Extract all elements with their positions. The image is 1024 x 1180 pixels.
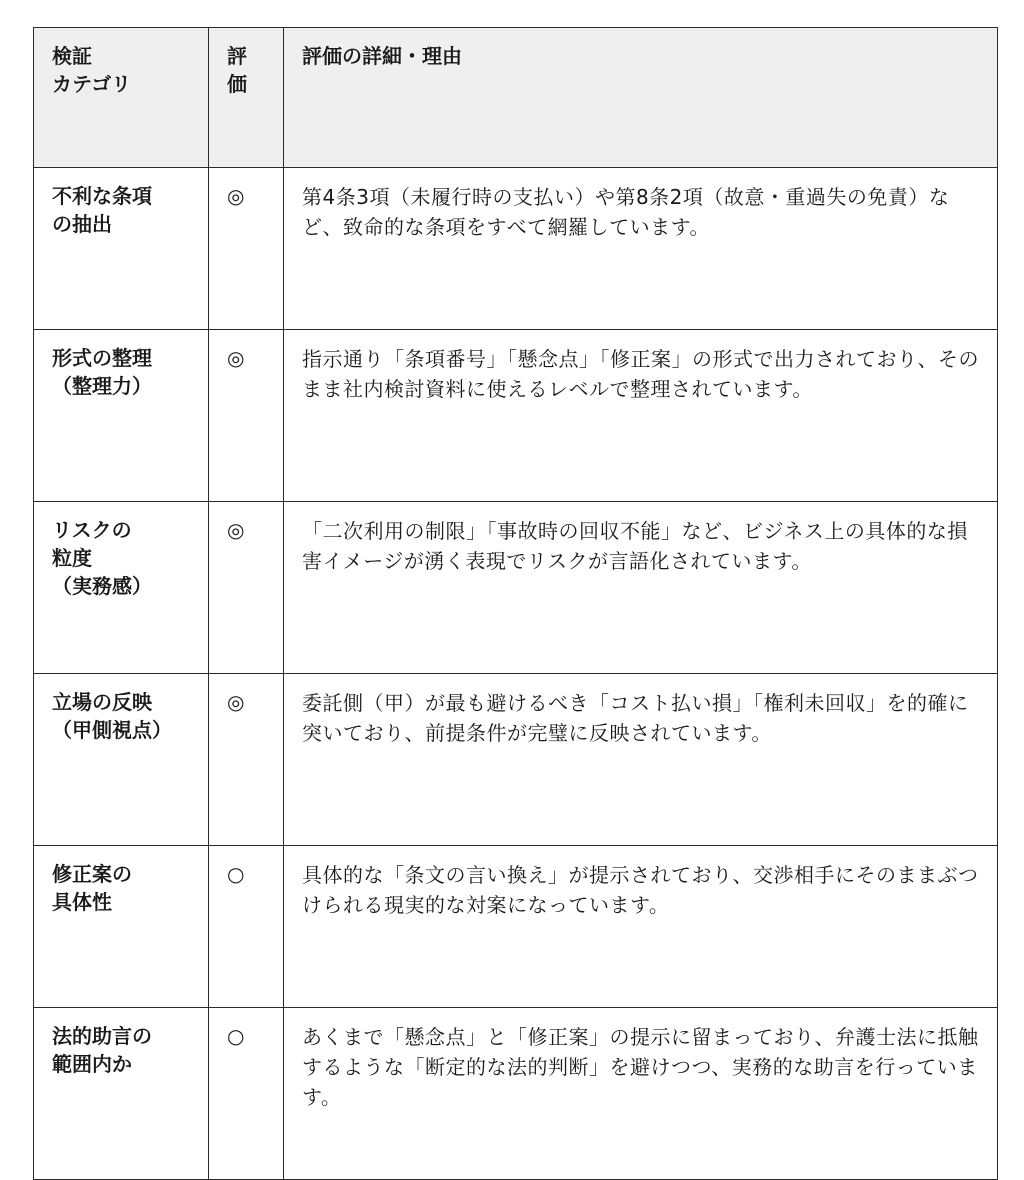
row-category: [34, 846, 209, 1008]
row-detail: 第4条3項（未履行時の支払い）や第8条2項（故意・重過失の免責）など、致命的な条項をすべて網羅しています。: [284, 168, 998, 330]
row-category: [34, 502, 209, 674]
header-rating-line: 評: [227, 44, 247, 68]
row-detail: 委託側（甲）が最も避けるべき「コスト払い損」「権利未回収」を的確に突いており、前提条件が完璧に反映されています。: [284, 674, 998, 846]
row-category: [34, 330, 209, 502]
category-line: 不利な条項: [52, 184, 152, 208]
category-line: 具体性: [52, 890, 112, 914]
category-line: 範囲内か: [52, 1052, 132, 1076]
row-category: [34, 674, 209, 846]
header-category-line: カテゴリ: [52, 72, 132, 96]
row-rating: ◎: [209, 674, 284, 846]
row-rating: ○: [209, 846, 284, 1008]
row-rating: ◎: [209, 168, 284, 330]
category-line: の抽出: [52, 212, 112, 236]
row-detail: 指示通り「条項番号」「懸念点」「修正案」の形式で出力されており、そのまま社内検討資料に使えるレベルで整理されています。: [284, 330, 998, 502]
category-line: （甲側視点）: [52, 718, 172, 742]
category-line: 法的助言の: [52, 1024, 152, 1048]
category-line: 形式の整理: [52, 346, 152, 370]
table-row: [34, 846, 998, 1008]
category-line: リスクの: [52, 518, 132, 542]
header-rating-line: 価: [227, 72, 247, 96]
evaluation-table: [33, 27, 998, 1180]
header-rating: [209, 28, 284, 168]
row-detail: あくまで「懸念点」と「修正案」の提示に留まっており、弁護士法に抵触するような「断定的な法的判断」を避けつつ、実務的な助言を行っています。: [284, 1008, 998, 1180]
row-rating: ○: [209, 1008, 284, 1180]
row-detail: 具体的な「条文の言い換え」が提示されており、交渉相手にそのままぶつけられる現実的な対案になっています。: [284, 846, 998, 1008]
header-detail: 評価の詳細・理由: [284, 28, 998, 168]
table-row: [34, 168, 998, 330]
row-rating: ◎: [209, 502, 284, 674]
table-header-row: [34, 28, 998, 168]
table-row: [34, 330, 998, 502]
row-rating: ◎: [209, 330, 284, 502]
header-category: [34, 28, 209, 168]
category-line: 修正案の: [52, 862, 132, 886]
category-line: 立場の反映: [52, 690, 152, 714]
row-detail: 「二次利用の制限」「事故時の回収不能」など、ビジネス上の具体的な損害イメージが湧く表現でリスクが言語化されています。: [284, 502, 998, 674]
category-line: （実務感）: [52, 574, 152, 598]
table-row: [34, 502, 998, 674]
table-row: [34, 674, 998, 846]
header-category-line: 検証: [52, 44, 92, 68]
category-line: 粒度: [52, 546, 92, 570]
category-line: （整理力）: [52, 374, 152, 398]
row-category: [34, 168, 209, 330]
